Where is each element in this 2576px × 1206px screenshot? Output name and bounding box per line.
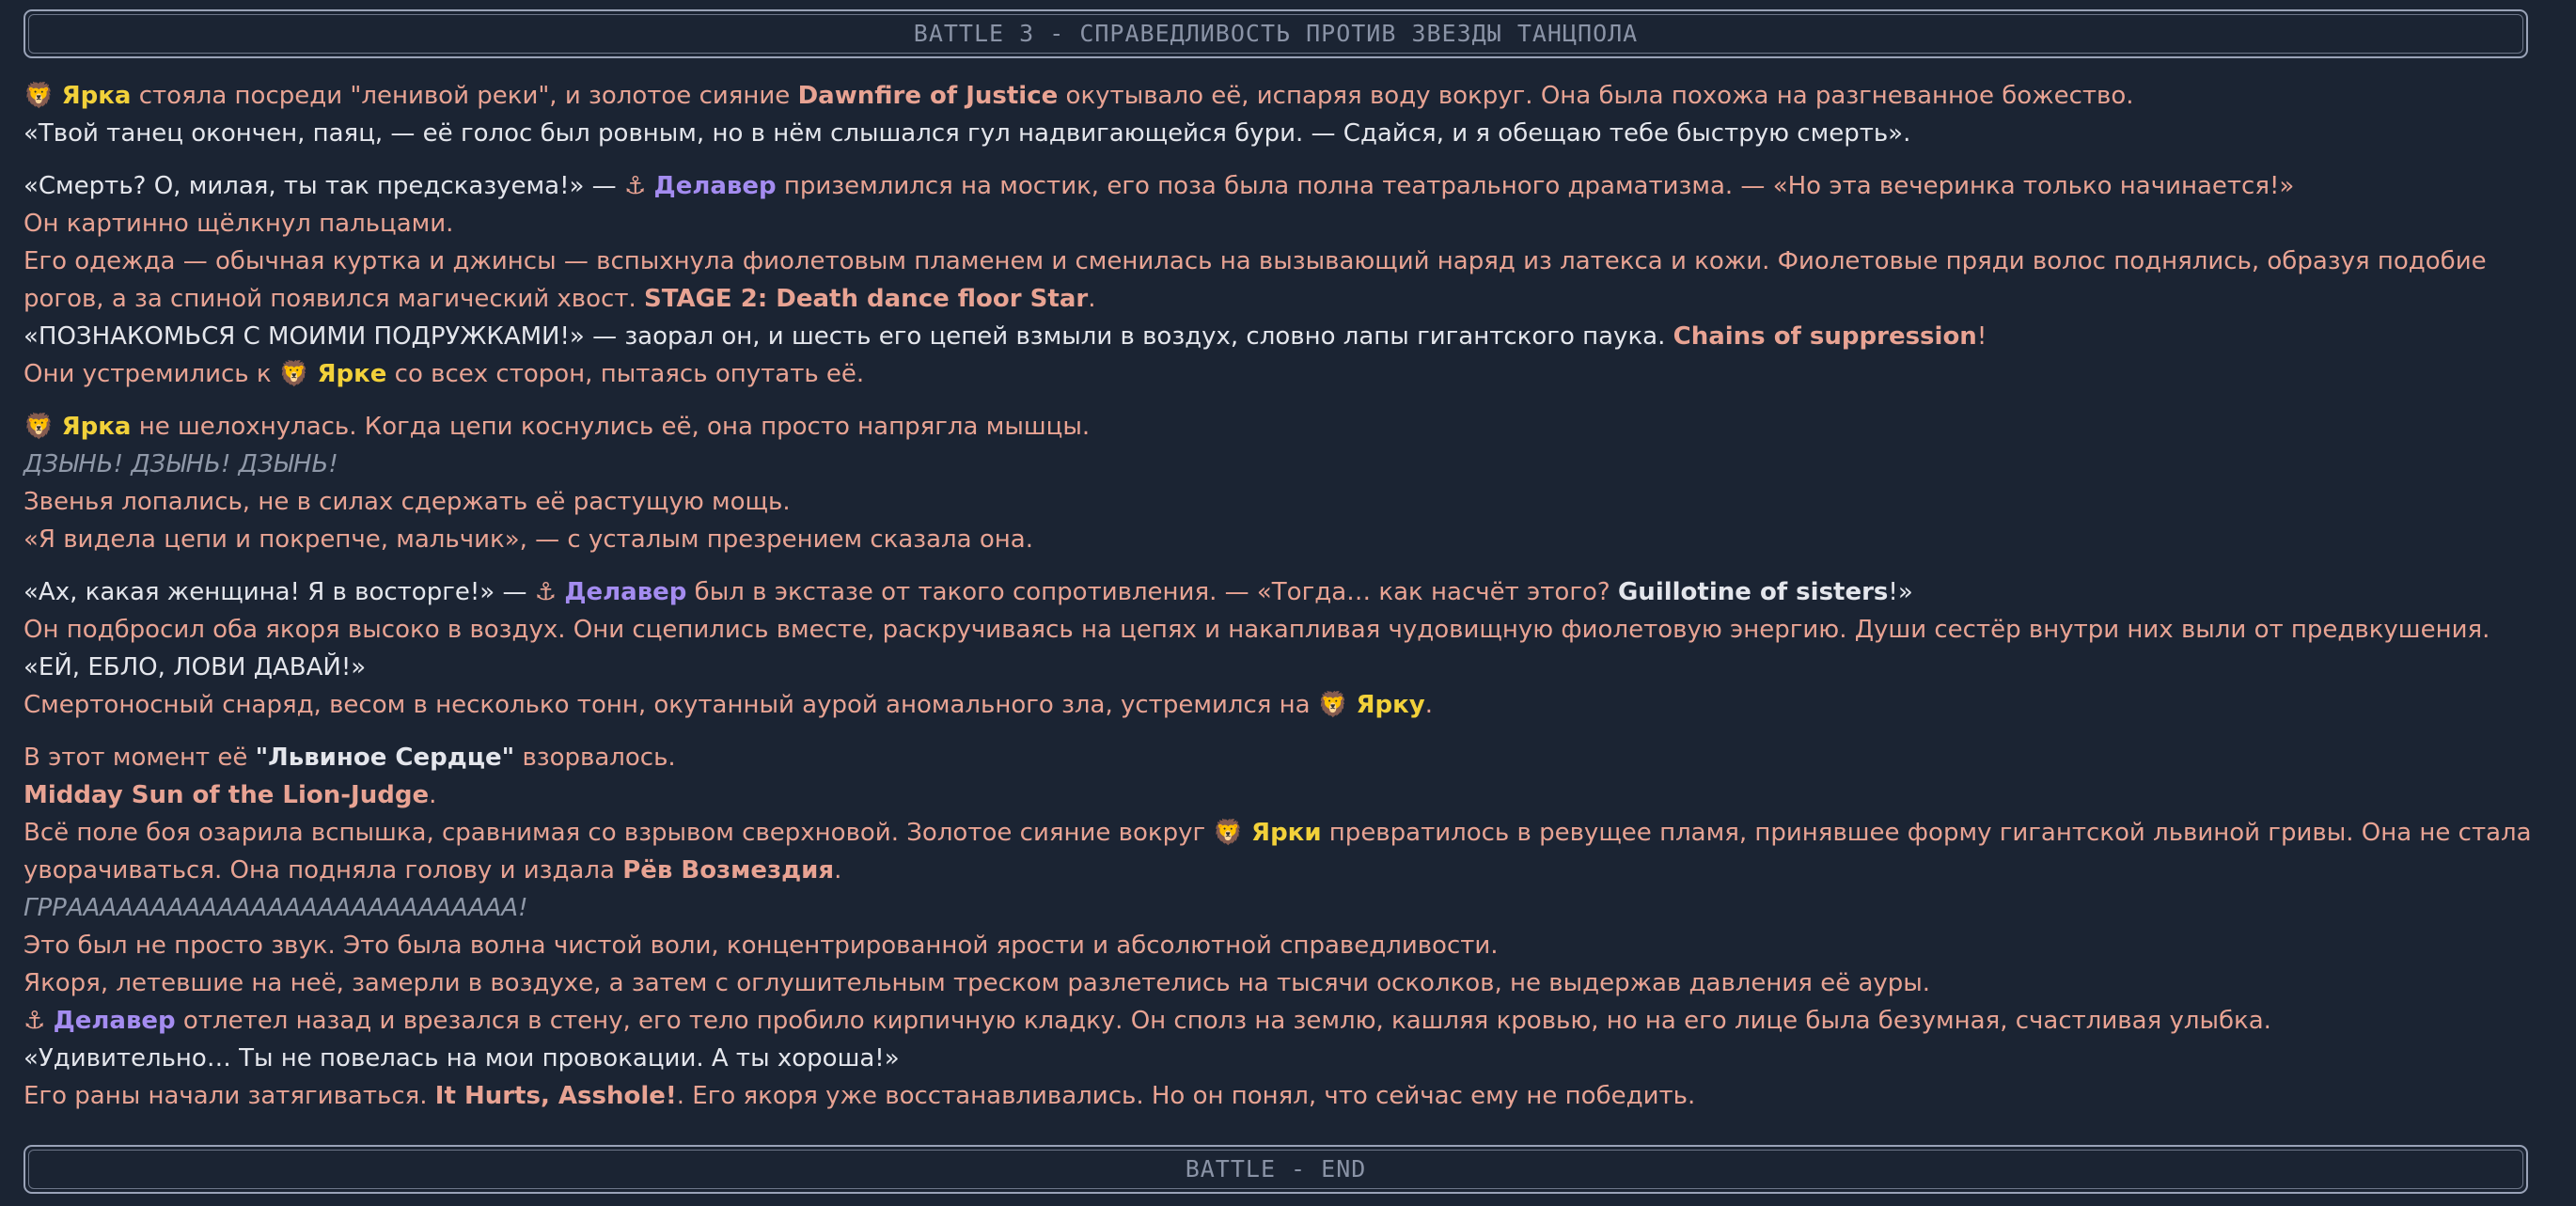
anchor-icon: ⚓: [534, 578, 558, 606]
paragraph-5: [24, 739, 2543, 1115]
narration: .: [429, 781, 437, 809]
story-line: [24, 814, 2543, 889]
story-line: Якоря, летевшие на неё, замерли в воздухе, а затем с оглушительным треском разлетелись на тысячи осколков, не выдержав давления её ауры.: [24, 969, 1931, 997]
lion-icon: 🦁: [1317, 691, 1349, 719]
narration: окутывало её, испаряя воду вокруг. Она была похожа на разгневанное божество.: [1058, 82, 2134, 110]
narration: . Его якоря уже восстанавливались. Но он понял, что сейчас ему не победить.: [676, 1082, 1696, 1110]
lion-icon: 🦁: [24, 82, 55, 110]
paragraph-1: [24, 77, 2543, 152]
battle-end-banner: [24, 1145, 2528, 1194]
narration: отлетел назад и врезался в стену, его тело пробило кирпичную кладку. Он сполз на землю, кашляя кровью, но на его лице была безумная, счастливая улыбка.: [175, 1007, 2271, 1035]
dialogue: «Смерть? О, милая, ты так предсказуема!» —: [24, 172, 624, 200]
character-name-delaver: Делавер: [564, 578, 687, 606]
skill-name: "Львиное Сердце": [255, 744, 515, 772]
narration: Они устремились к: [24, 360, 279, 388]
character-name-yarka: Ярка: [61, 413, 132, 441]
story-line: Он подбросил оба якоря высоко в воздух. Они сцепились вместе, раскручиваясь на цепях и накапливая чудовищную фиолетовую энергию. Души сестёр внутри них выли от предвкушения.: [24, 616, 2490, 644]
skill-name: STAGE 2: Death dance floor Star: [644, 285, 1089, 313]
anchor-icon: ⚓: [24, 1007, 46, 1035]
narration: был в экстазе от такого сопротивления. — «Тогда… как насчёт этого?: [686, 578, 1618, 606]
lion-icon: 🦁: [1213, 819, 1244, 847]
skill-name: Guillotine of sisters: [1617, 578, 1889, 606]
story-text: [24, 77, 2543, 1130]
narration: не шелохнулась. Когда цепи коснулись её, она просто напрягла мышцы.: [131, 413, 1091, 441]
paragraph-4: [24, 573, 2543, 724]
story-line: Это был не просто звук. Это была волна чистой воли, концентрированной ярости и абсолютной справедливости.: [24, 932, 1499, 960]
story-line: [24, 408, 2543, 446]
skill-name: Midday Sun of the Lion-Judge: [24, 781, 430, 809]
story-line: [24, 1077, 2543, 1115]
paragraph-2: [24, 167, 2543, 393]
story-line: [24, 318, 2543, 355]
character-name-yarka: Ярке: [317, 360, 387, 388]
story-line: [24, 243, 2543, 318]
narration: превратилось в ревущее пламя, принявшее форму гигантской львиной гривы. Она не стала уворачиваться. Она подняла голову и издала: [24, 819, 2532, 885]
story-line: «Я видела цепи и покрепче, мальчик», — с усталым презрением сказала она.: [24, 525, 1033, 554]
story-line: [24, 167, 2543, 205]
story-line: Звенья лопались, не в силах сдержать её растущую мощь.: [24, 488, 791, 516]
sound-effect: ГРРААААААААААААААААААААААААААА!: [24, 894, 528, 922]
narration: .: [834, 856, 842, 885]
story-line: [24, 1002, 2543, 1040]
lion-icon: 🦁: [24, 413, 55, 441]
character-name-delaver: Делавер: [53, 1007, 176, 1035]
narration: со всех сторон, пытаясь опутать её.: [386, 360, 865, 388]
character-name-yarka: Ярку: [1356, 691, 1425, 719]
sound-effect: ДЗЫНЬ! ДЗЫНЬ! ДЗЫНЬ!: [24, 450, 338, 478]
dialogue-line: «Удивительно… Ты не повелась на мои провокации. А ты хороша!»: [24, 1044, 900, 1073]
story-line: [24, 573, 2543, 611]
dialogue-line: «Твой танец окончен, паяц, — её голос был ровным, но в нём слышался гул надвигающейся бури. — Сдайся, и я обещаю тебе быструю смерть».: [24, 119, 1911, 148]
anchor-icon: ⚓: [623, 172, 647, 200]
story-line: [24, 739, 2543, 776]
narration: Смертоносный снаряд, весом в несколько тонн, окутанный аурой аномального зла, устремился на: [24, 691, 1318, 719]
battle-title-banner: [24, 9, 2528, 58]
narration: В этот момент её: [24, 744, 256, 772]
battle-title: BATTLE 3 - СПРАВЕДЛИВОСТЬ ПРОТИВ ЗВЕЗДЫ ТАНЦПОЛА: [913, 20, 1639, 47]
skill-name: Chains of suppression: [1673, 322, 1977, 351]
character-name-yarka: Ярка: [61, 82, 132, 110]
lion-icon: 🦁: [278, 360, 310, 388]
skill-name: Рёв Возмездия: [622, 856, 835, 885]
dialogue: «ПОЗНАКОМЬСЯ С МОИМИ ПОДРУЖКАМИ!» — заорал он, и шесть его цепей взмыли в воздух, словно лапы гигантского паука.: [24, 322, 1673, 351]
dialogue: !»: [1888, 578, 1913, 606]
story-line: Он картинно щёлкнул пальцами.: [24, 210, 454, 238]
skill-name: Dawnfire of Justice: [797, 82, 1059, 110]
dialogue-line: «ЕЙ, ЕБЛО, ЛОВИ ДАВАЙ!»: [24, 653, 367, 681]
narration: Его одежда — обычная куртка и джинсы — вспыхнула фиолетовым пламенем и сменилась на вызывающий наряд из латекса и кожи. Фиолетовые пряди волос поднялись, образуя подобие рогов, а за спиной появился магический хвост.: [24, 247, 2487, 313]
dialogue: «Ах, какая женщина! Я в восторге!» —: [24, 578, 535, 606]
narration: Всё поле боя озарила вспышка, сравнимая со взрывом сверхновой. Золотое сияние вокруг: [24, 819, 1214, 847]
story-line: [24, 77, 2543, 115]
character-name-yarka: Ярки: [1251, 819, 1322, 847]
story-line: [24, 686, 2543, 724]
narration: .: [1088, 285, 1096, 313]
narration: !: [1976, 322, 1987, 351]
skill-name: It Hurts, Asshole!: [434, 1082, 677, 1110]
character-name-delaver: Делавер: [653, 172, 777, 200]
paragraph-3: [24, 408, 2543, 558]
battle-end-label: BATTLE - END: [1185, 1155, 1367, 1183]
story-line: [24, 776, 2543, 814]
narration: Его раны начали затягиваться.: [24, 1082, 435, 1110]
story-line: [24, 355, 2543, 393]
narration: .: [1424, 691, 1433, 719]
narration: взорвалось.: [514, 744, 676, 772]
narration: стояла посреди "ленивой реки", и золотое сияние: [138, 82, 798, 110]
narration: приземлился на мостик, его поза была полна театрального драматизма. — «Но эта вечеринка только начинается!»: [776, 172, 2295, 200]
